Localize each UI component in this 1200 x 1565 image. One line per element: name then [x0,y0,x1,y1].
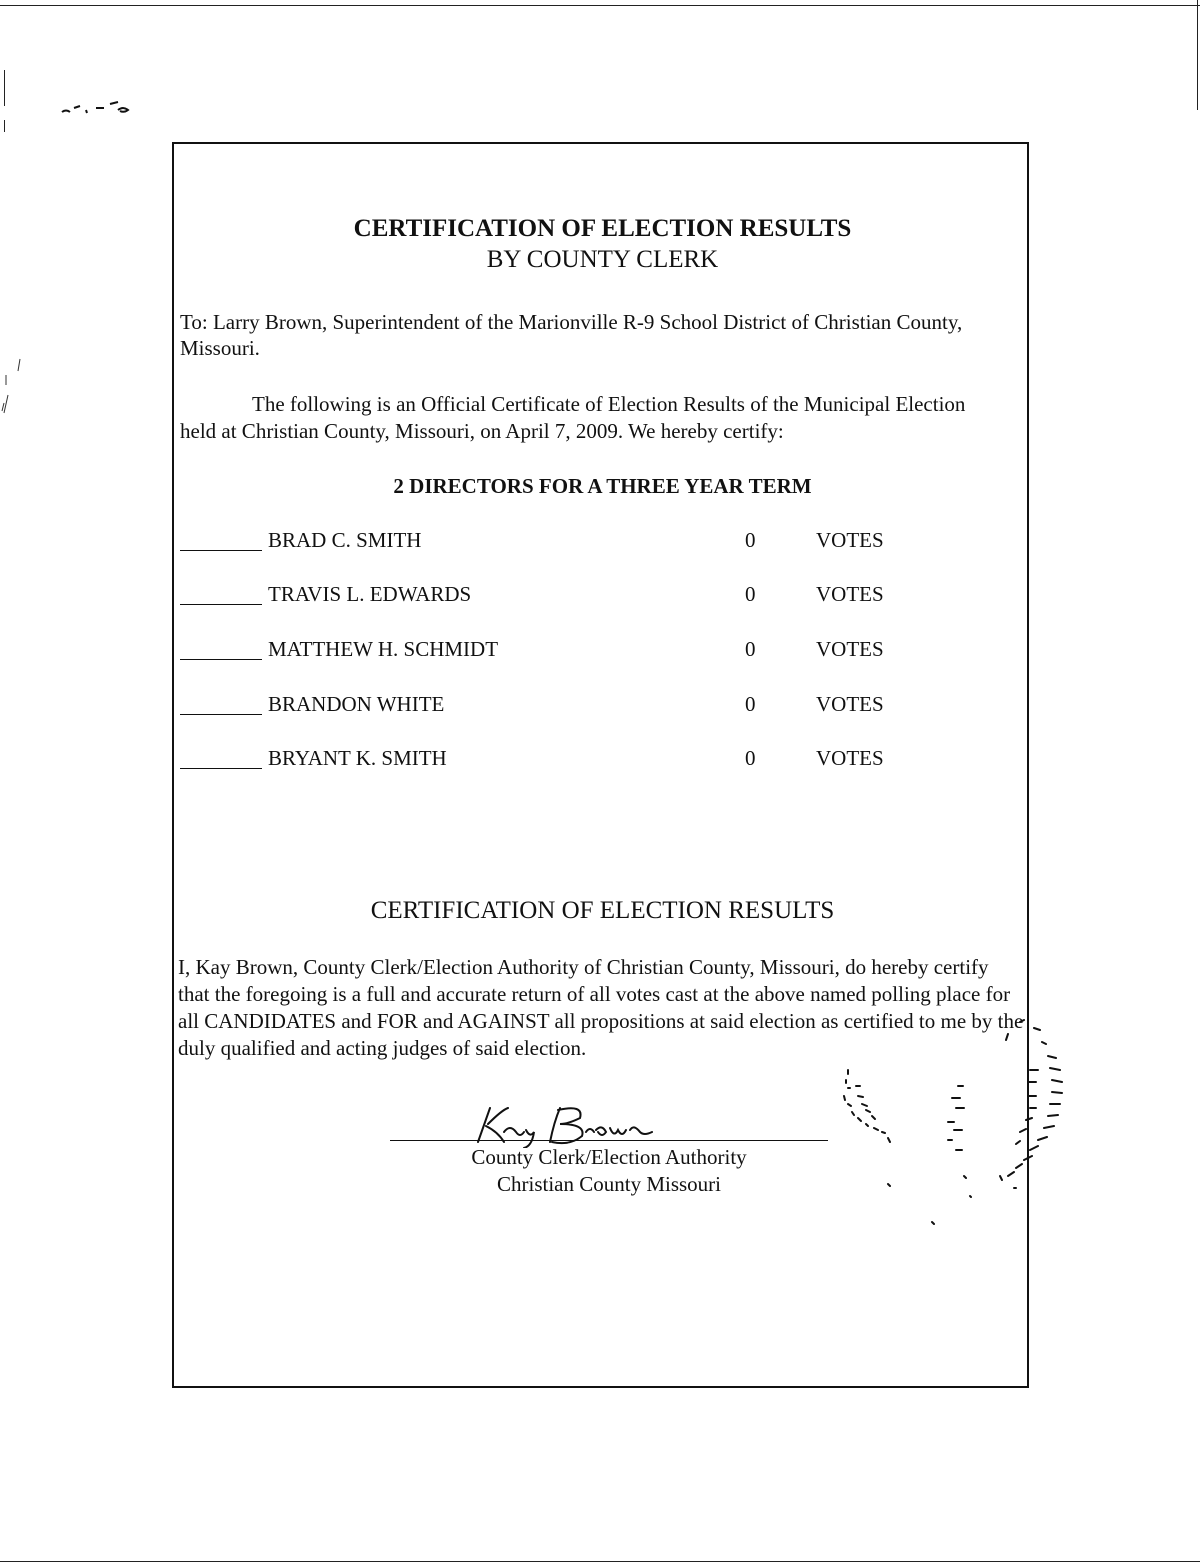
signer-county: Christian County Missouri [496,1172,722,1196]
scan-top-edge [0,5,1200,6]
certification-heading: CERTIFICATION OF ELECTION RESULTS [370,897,835,924]
addressee-line: To: Larry Brown, Superintendent of the Marionville R-9 School District of Christian County, Missouri. [180,310,963,360]
candidate-vote-count: 0 [745,528,756,552]
mark-blank-line [180,604,262,605]
candidate-vote-count: 0 [745,692,756,716]
votes-label: VOTES [816,582,884,606]
candidate-row [180,690,1000,718]
scan-ticks-icon [0,355,24,425]
mark-blank-line [180,550,262,551]
mark-blank-line [180,659,262,660]
scan-right-edge [1197,0,1198,110]
candidate-name: BRANDON WHITE [268,692,445,716]
candidate-vote-count: 0 [745,746,756,770]
document-title: CERTIFICATION OF ELECTION RESULTS [353,215,852,242]
candidate-name: TRAVIS L. EDWARDS [268,582,472,606]
candidate-row [180,744,1000,772]
race-heading: 2 DIRECTORS FOR A THREE YEAR TERM [393,474,812,498]
candidate-row [180,635,1000,663]
document-subtitle: BY COUNTY CLERK [486,246,719,273]
mark-blank-line [180,714,262,715]
scan-specks-icon [60,96,150,120]
votes-label: VOTES [816,692,884,716]
intro-paragraph: The following is an Official Certificate of Election Results of the Municipal Election held at Christian County, Missouri, on April 7, 2009. We hereby certify: [180,392,966,443]
scan-left-mark [4,120,5,132]
scan-left-mark [4,70,5,106]
mark-blank-line [180,768,262,769]
votes-label: VOTES [816,528,884,552]
signer-title: County Clerk/Election Authority [471,1145,747,1169]
votes-label: VOTES [816,637,884,661]
candidate-vote-count: 0 [745,637,756,661]
votes-label: VOTES [816,746,884,770]
handwritten-signature-icon [464,1102,694,1148]
scan-bottom-edge [0,1561,1200,1562]
candidate-vote-count: 0 [745,582,756,606]
candidate-row [180,526,1000,554]
candidate-name: BRYANT K. SMITH [268,746,447,770]
embossed-seal-icon [830,1000,1098,1240]
certification-paragraph: I, Kay Brown, County Clerk/Election Authority of Christian County, Missouri, do hereby certify that the foregoing is a full and accurate return of all votes cast at the above named polling place for all CANDIDATES and FOR and AGAINST all propositions at said election as certified to me by the duly qualified and acting judges of said election. [178,955,1024,1060]
candidate-name: BRAD C. SMITH [268,528,422,552]
candidate-row [180,580,1000,608]
signature-line [390,1140,828,1141]
candidate-name: MATTHEW H. SCHMIDT [268,637,499,661]
